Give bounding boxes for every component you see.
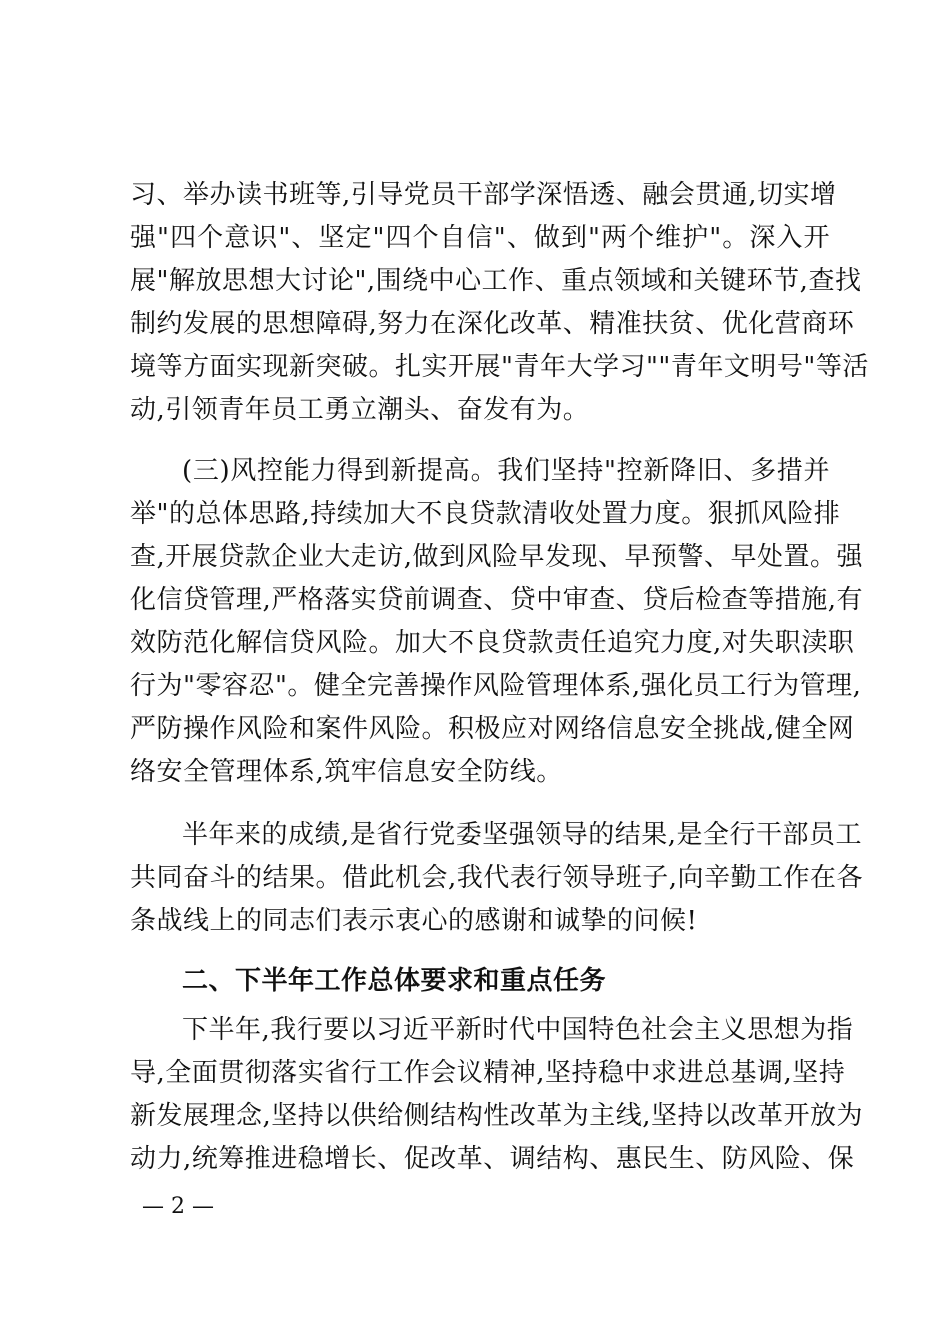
text-line: 化信贷管理,严格落实贷前调查、贷中审查、贷后检查等措施,有 — [130, 585, 864, 615]
paragraph-continued — [130, 174, 869, 432]
text-line: 境等方面实现新突破。扎实开展"青年大学习""青年文明号"等活 — [130, 352, 869, 382]
text-line: 行为"零容忍"。健全完善操作风险管理体系,强化员工行为管理, — [130, 671, 862, 701]
text-line: 条战线上的同志们表示衷心的感谢和诚挚的问候! — [130, 906, 698, 936]
text-line: 络安全管理体系,筑牢信息安全防线。 — [130, 757, 563, 787]
text-line: 严防操作风险和案件风险。积极应对网络信息安全挑战,健全网 — [130, 714, 855, 744]
text-line: 举"的总体思路,持续加大不良贷款清收处置力度。狠抓风险排 — [130, 499, 841, 529]
text-line: 习、举办读书班等,引导党员干部学深悟透、融会贯通,切实增 — [130, 180, 837, 210]
text-line: 半年来的成绩,是省行党委坚强领导的结果,是全行干部员工 — [182, 820, 863, 850]
paragraph-achievements — [130, 814, 864, 943]
text-line: 动,引领青年员工勇立潮头、奋发有为。 — [130, 395, 590, 425]
text-line: 导,全面贯彻落实省行工作会议精神,坚持稳中求进总基调,坚持 — [130, 1058, 846, 1088]
text-line: 强"四个意识"、坚定"四个自信"、做到"两个维护"。深入开 — [130, 223, 830, 253]
paragraph-second-half — [130, 1009, 864, 1181]
text-line: 制约发展的思想障碍,努力在深化改革、精准扶贫、优化营商环 — [130, 309, 855, 339]
text-line: 查,开展贷款企业大走访,做到风险早发现、早预警、早处置。强 — [130, 542, 864, 572]
text-line: 效防范化解信贷风险。加大不良贷款责任追究力度,对失职渎职 — [130, 628, 855, 658]
text-line: 新发展理念,坚持以供给侧结构性改革为主线,坚持以改革开放为 — [130, 1101, 864, 1131]
text-line: 展"解放思想大讨论",围绕中心工作、重点领域和关键环节,查找 — [130, 266, 862, 296]
text-line: 下半年,我行要以习近平新时代中国特色社会主义思想为指 — [182, 1015, 854, 1045]
text-line: 共同奋斗的结果。借此机会,我代表行领导班子,向辛勤工作在各 — [130, 863, 864, 893]
paragraph-risk-control — [130, 450, 864, 794]
text-line: 动力,统筹推进稳增长、促改革、调结构、惠民生、防风险、保 — [130, 1144, 855, 1174]
page-number: — 2 — — [142, 1194, 214, 1219]
section-heading: 二、下半年工作总体要求和重点任务 — [182, 966, 607, 996]
text-line: (三)风控能力得到新提高。我们坚持"控新降旧、多措并 — [182, 456, 830, 486]
